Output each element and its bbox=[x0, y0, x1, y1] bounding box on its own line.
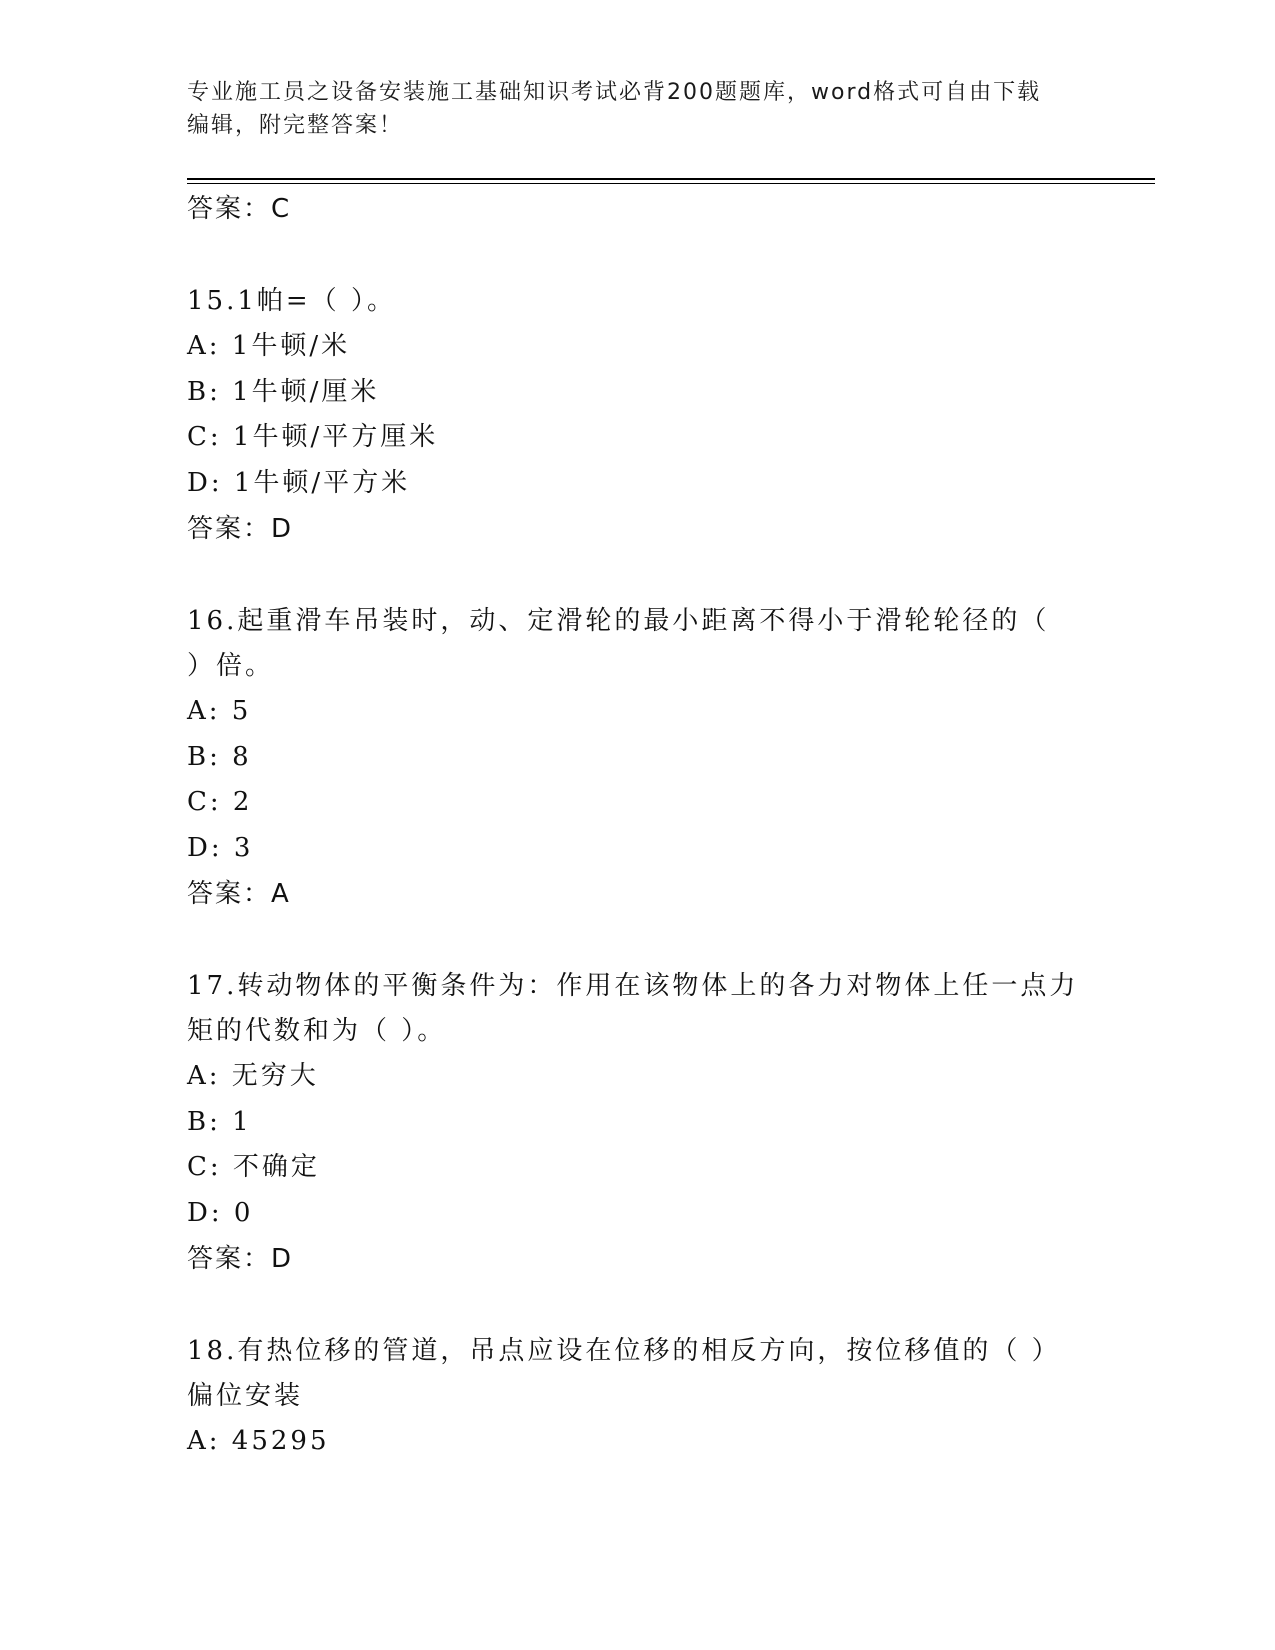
document-header bbox=[187, 76, 1067, 142]
question-text: 18.有热位移的管道，吊点应设在位移的相反方向，按位移值的（ ） bbox=[187, 1336, 1061, 1366]
spacer bbox=[187, 1282, 1087, 1329]
option-d: D: 3 bbox=[187, 832, 254, 863]
option-a: A: 5 bbox=[187, 696, 252, 726]
question-text: 16.起重滑车吊装时，动、定滑轮的最小距离不得小于滑轮轮径的（ bbox=[187, 606, 1050, 636]
question-text-cont: 偏位安装 bbox=[187, 1381, 304, 1411]
option-d: D: 0 bbox=[187, 1197, 254, 1228]
question-text: 17.转动物体的平衡条件为：作用在该物体上的各力对物体上任一点力 bbox=[187, 971, 1079, 1001]
question-text-cont: ）倍。 bbox=[187, 651, 275, 681]
header-line-1: 专业施工员之设备安装施工基础知识考试必背200题题库，word格式可自由下载 bbox=[187, 80, 1042, 105]
question-17 bbox=[187, 964, 1087, 1282]
option-a: A: 无穷大 bbox=[187, 1061, 319, 1091]
question-text: 15.1帕=（ ）。 bbox=[187, 286, 396, 316]
spacer bbox=[187, 917, 1087, 964]
question-15 bbox=[187, 279, 1087, 552]
answer: 答案：D bbox=[187, 514, 294, 544]
previous-answer: 答案：C bbox=[187, 194, 292, 224]
header-line-2: 编辑，附完整答案！ bbox=[187, 113, 404, 138]
option-c: C: 2 bbox=[187, 787, 253, 817]
question-list bbox=[187, 186, 1087, 1465]
answer: 答案：A bbox=[187, 879, 291, 909]
option-b: B: 8 bbox=[187, 741, 252, 772]
header-rule-thin bbox=[187, 183, 1155, 184]
option-b: B: 1牛顿/厘米 bbox=[187, 376, 380, 407]
header-rule-thick bbox=[187, 178, 1155, 180]
question-text-cont: 矩的代数和为（ ）。 bbox=[187, 1016, 447, 1046]
spacer bbox=[187, 232, 1087, 279]
question-16 bbox=[187, 599, 1087, 917]
option-c: C: 1牛顿/平方厘米 bbox=[187, 422, 439, 452]
answer: 答案：D bbox=[187, 1244, 294, 1274]
option-c: C: 不确定 bbox=[187, 1152, 320, 1182]
spacer bbox=[187, 552, 1087, 599]
option-a: A: 1牛顿/米 bbox=[187, 331, 351, 361]
option-a: A: 45295 bbox=[187, 1426, 330, 1456]
question-18 bbox=[187, 1329, 1087, 1465]
option-b: B: 1 bbox=[187, 1106, 252, 1137]
option-d: D: 1牛顿/平方米 bbox=[187, 467, 411, 498]
